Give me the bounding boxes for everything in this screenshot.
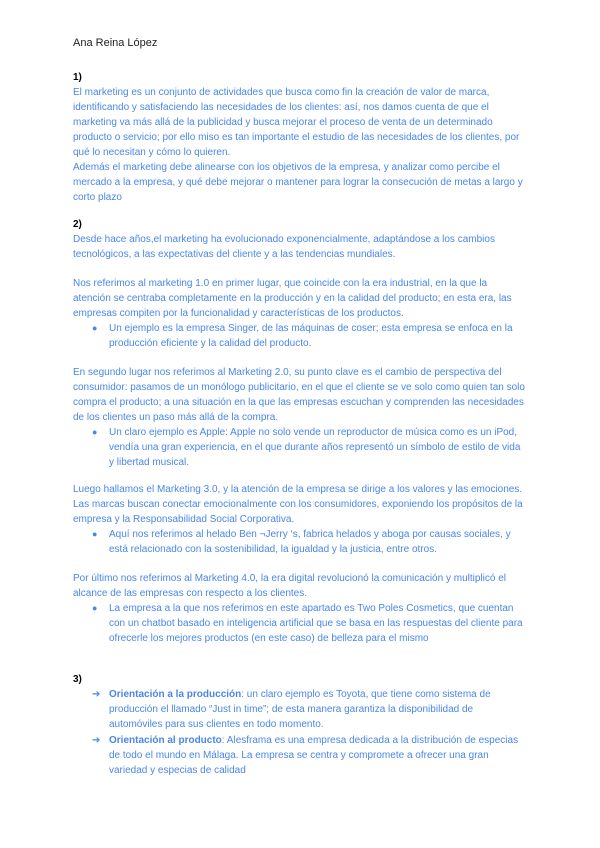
list-item: ● Un claro ejemplo es Apple: Apple no solo vende un reproductor de música como es un iPod, vendía una gran experiencia, en el que durante años representó un símbolo de estilo de vida y libertad musical. [92,427,521,468]
section-3 [73,673,525,779]
bullet-list [73,527,525,557]
arrow-right-icon: ➔ [92,689,101,700]
bullet-icon: ● [92,603,98,613]
paragraph: Desde hace años,el marketing ha evolucionado exponencialmente, adaptándose a los cambios tecnológicos, a las expectativas del cliente y a las tendencias mundiales. [73,234,495,260]
bullet-icon: ● [92,427,98,437]
bullet-icon: ● [92,323,98,333]
marketing-1-block [73,276,525,351]
section-number: 2) [73,219,82,230]
bullet-list [73,601,525,646]
section-1 [73,71,525,205]
paragraph: Por último nos referimos al Marketing 4.0, la era digital revolucionó la comunicación y multiplicó el alcance de las empresas con respecto a los clientes. [73,573,506,599]
paragraph: El marketing es un conjunto de actividades que busca como fin la creación de valor de marca, identificando y satisfaciendo las necesidades de los clientes: así, nos damos cuenta de que el marketing va más allá de la publicidad y busca mejorar el proceso de venta de un determinado producto o servicio; por ello miso es tan importante el estudio de las necesidades de los clientes, por qué lo necesitan y cómo lo quieren. [73,87,520,158]
arrow-list [73,687,525,778]
bullet-list [73,321,525,351]
section-number: 1) [73,72,82,83]
paragraph: Luego hallamos el Marketing 3.0, y la atención de la empresa se dirige a los valores y las emociones. Las marcas buscan conectar emocionalmente con los consumidores, exponiendo los propósitos de la empresa y la Responsabilidad Social Corporativa. [73,484,523,525]
list-item: ➔ Orientación a la producción: un claro ejemplo es Toyota, que tiene como sistema de producción el llamado “Just in time”; de esta manera garantiza la disponibilidad de automóviles para sus clientes en todo momento. [92,689,491,730]
paragraph: En segundo lugar nos referimos al Marketing 2.0, su punto clave es el cambio de perspectiva del consumidor: pasamos de un monólogo publicitario, en el que el cliente se ve solo como quien tan solo compra el producto; a una situación en la que las empresas escuchan y comprenden las necesidades de los clientes un paso más allá de la compra. [73,367,525,423]
list-item: ● Un ejemplo es la empresa Singer, de las máquinas de coser; esta empresa se enfoca en la producción eficiente y la calidad del producto. [92,323,513,349]
paragraph: Además el marketing debe alinearse con los objetivos de la empresa, y analizar como percibe el mercado a la empresa, y qué debe mejorar o mantener para lograr la consecución de metas a largo y corto plazo [73,162,523,203]
item-title: Orientación al producto [109,735,222,746]
section-number: 3) [73,674,82,685]
marketing-3-block [73,482,525,557]
bullet-icon: ● [92,529,98,539]
item-title: Orientación a la producción [109,689,242,700]
marketing-4-block [73,571,525,646]
marketing-2-block [73,365,525,470]
paragraph: Nos referimos al marketing 1.0 en primer lugar, que coincide con la era industrial, en la que la atención se centraba completamente en la producción y en la calidad del producto; en esta era, las empresas compiten por la funcionalidad y características de los productos. [73,278,512,319]
list-item: ● Aquí nos referimos al helado Ben ¬Jerry ‘s, fabrica helados y aboga por causas sociales, y está relacionado con la sostenibilidad, la igualdad y la justicia, entre otros. [92,529,511,555]
author-name: Ana Reina López [73,37,158,49]
section-2 [73,218,525,262]
list-item: ➔ Orientación al producto: Alesframa es una empresa dedicada a la distribución de especias de todo el mundo en Málaga. La empresa se centra y compromete a ofrecer una gran variedad y especias de calidad [92,735,519,776]
arrow-right-icon: ➔ [92,735,101,746]
list-item: ● La empresa a la que nos referimos en este apartado es Two Poles Cosmetics, que cuentan con un chatbot basado en inteligencia artificial que se basa en las respuestas del cliente para ofrecerle los mejores productos (en este caso) de belleza para el mismo [92,603,523,644]
bullet-list [73,425,525,470]
